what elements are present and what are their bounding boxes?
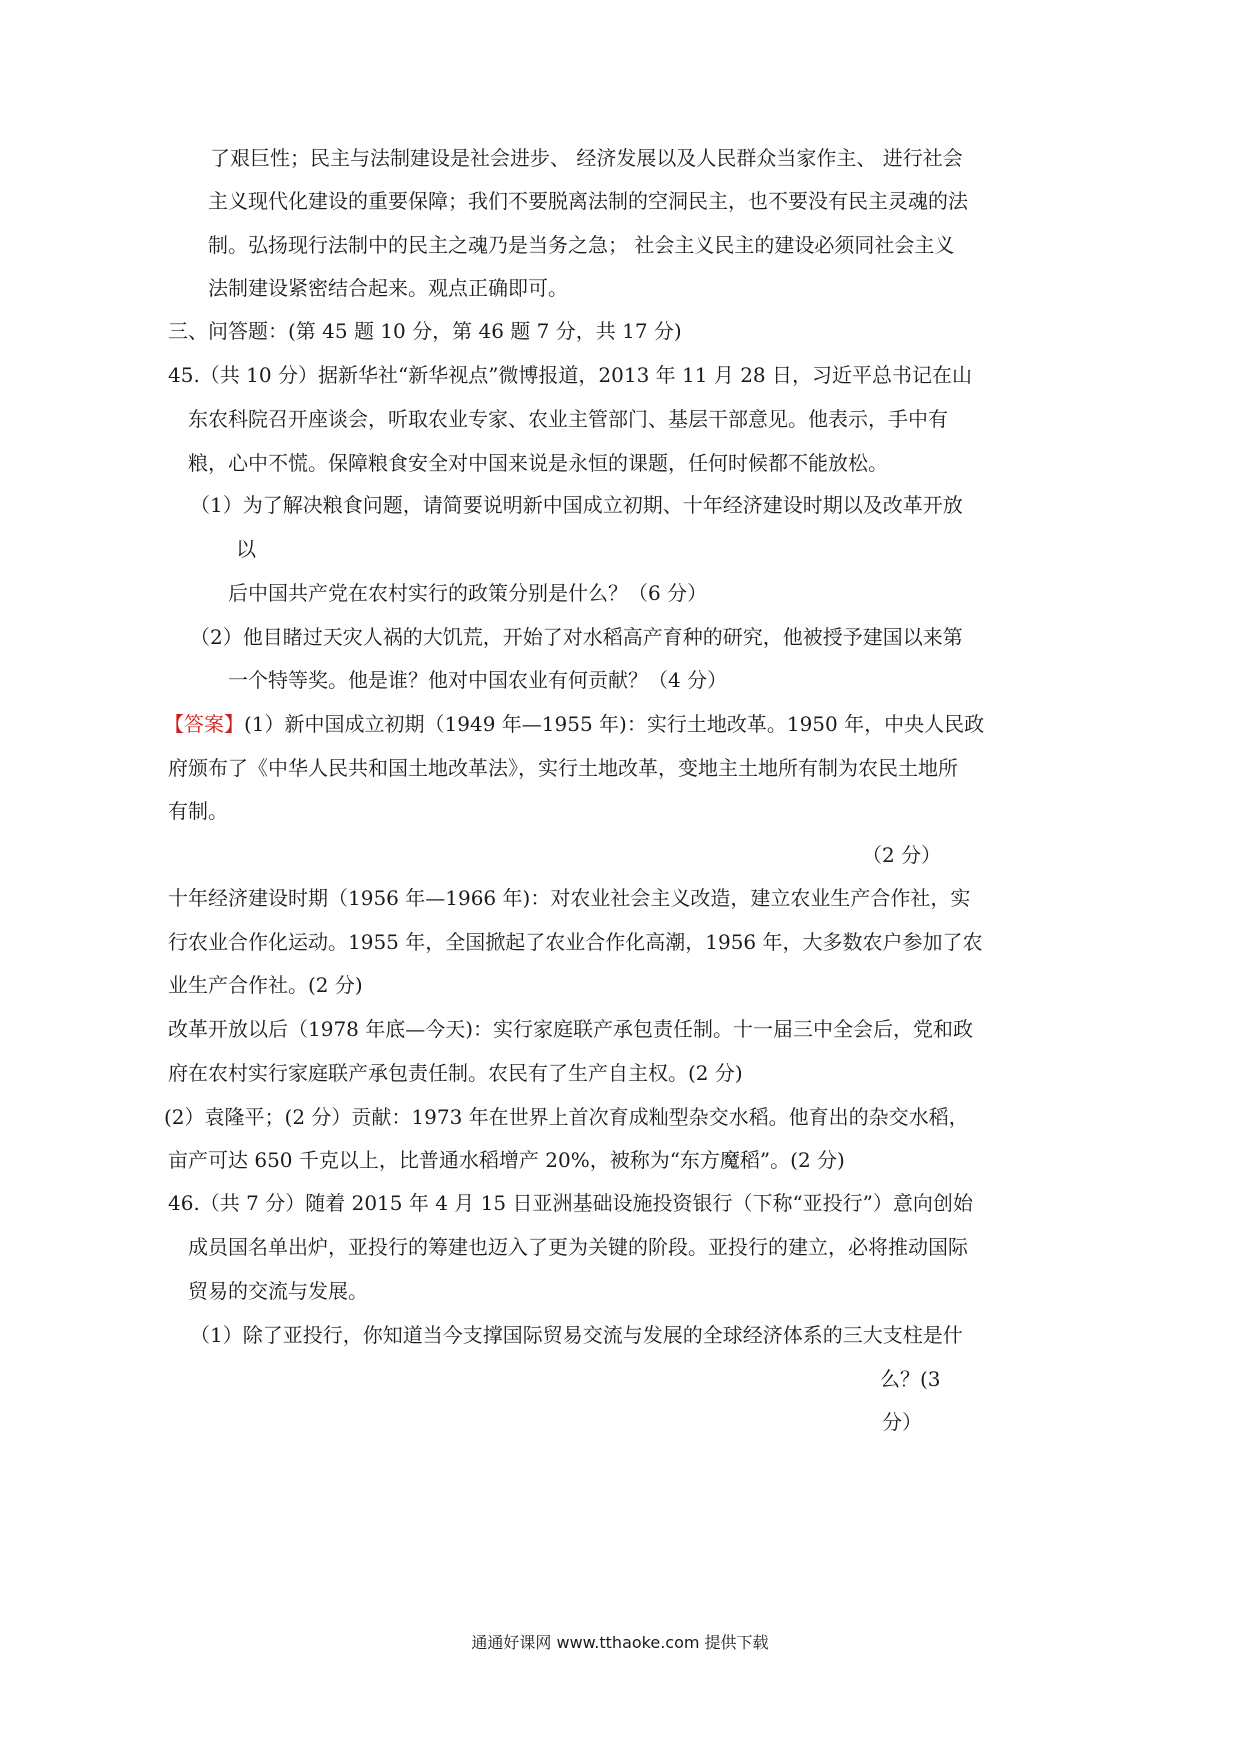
answer-line-1	[164, 711, 984, 737]
answer-line-2: 府颁布了《中华人民共和国土地改革法》，实行土地改革，变地主土地所有制为农民土地所	[168, 756, 958, 780]
answer-line-7: 业生产合作社。(2 分)	[168, 973, 363, 997]
question-46-part-1-line-2: 么？(3	[880, 1367, 941, 1391]
answer-continuation-line-1: 了艰巨性；民主与法制建设是社会进步、 经济发展以及人民群众当家作主、 进行社会	[210, 146, 963, 170]
answer-line-6: 行农业合作化运动。1955 年，全国掀起了农业合作化高潮，1956 年，大多数农户参加了农	[168, 930, 983, 954]
question-45-part-2-line-2: 一个特等奖。他是谁？他对中国农业有何贡献？（4 分）	[228, 668, 728, 692]
question-45-line-1: 45.（共 10 分）据新华社“新华视点”微博报道，2013 年 11 月 28 日，习近平总书记在山	[168, 363, 973, 387]
question-46-line-3: 贸易的交流与发展。	[188, 1279, 368, 1303]
question-46-part-1-line-1: （1）除了亚投行，你知道当今支撑国际贸易交流与发展的全球经济体系的三大支柱是什	[190, 1323, 963, 1347]
question-45-line-2: 东农科院召开座谈会，听取农业专家、农业主管部门、基层干部意见。他表示，手中有	[188, 407, 948, 431]
answer-tag: 【答案】	[164, 712, 244, 736]
answer-continuation-line-3: 制。弘扬现行法制中的民主之魂乃是当务之急； 社会主义民主的建设必须同社会主义	[208, 233, 955, 257]
question-45-part-1-line-3: 后中国共产党在农村实行的政策分别是什么？（6 分）	[228, 581, 708, 605]
answer-line-1-text: (1）新中国成立初期（1949 年—1955 年)：实行土地改革。1950 年，中央人民政	[244, 712, 985, 736]
answer-line-3: 有制。	[168, 799, 228, 823]
answer-line-9: 府在农村实行家庭联产承包责任制。农民有了生产自主权。(2 分)	[168, 1061, 743, 1085]
question-45-line-3: 粮，心中不慌。保障粮食安全对中国来说是永恒的课题，任何时候都不能放松。	[188, 451, 888, 475]
answer-continuation-line-4: 法制建设紧密结合起来。观点正确即可。	[208, 276, 568, 300]
answer-line-5: 十年经济建设时期（1956 年—1966 年)：对农业社会主义改造，建立农业生产合作社，实	[168, 886, 971, 910]
section-heading: 三、问答题：(第 45 题 10 分，第 46 题 7 分，共 17 分)	[168, 319, 682, 343]
answer-line-8: 改革开放以后（1978 年底—今天)：实行家庭联产承包责任制。十一届三中全会后，党和政	[168, 1017, 974, 1041]
question-46-part-1-line-3: 分）	[882, 1410, 922, 1434]
question-45-part-1-line-2: 以	[236, 537, 256, 561]
page-footer: 通通好课网 www.tthaoke.com 提供下载	[471, 1633, 769, 1652]
answer-line-10: (2）袁隆平；(2 分）贡献：1973 年在世界上首次育成籼型杂交水稻。他育出的杂交水稻，	[164, 1105, 969, 1129]
answer-line-11: 亩产可达 650 千克以上，比普通水稻增产 20%，被称为“东方魔稻”。(2 分)	[168, 1148, 845, 1172]
question-46-line-1: 46.（共 7 分）随着 2015 年 4 月 15 日亚洲基础设施投资银行（下称“亚投行”）意向创始	[168, 1191, 973, 1215]
question-45-part-2-line-1: （2）他目睹过天灾人祸的大饥荒，开始了对水稻高产育种的研究，他被授予建国以来第	[190, 625, 963, 649]
answer-score-1: （2 分）	[862, 843, 942, 867]
answer-continuation-line-2: 主义现代化建设的重要保障；我们不要脱离法制的空洞民主，也不要没有民主灵魂的法	[208, 189, 968, 213]
question-45-part-1-line-1: （1）为了解决粮食问题，请简要说明新中国成立初期、十年经济建设时期以及改革开放	[190, 493, 963, 517]
question-46-line-2: 成员国名单出炉，亚投行的筹建也迈入了更为关键的阶段。亚投行的建立，必将推动国际	[188, 1235, 968, 1259]
